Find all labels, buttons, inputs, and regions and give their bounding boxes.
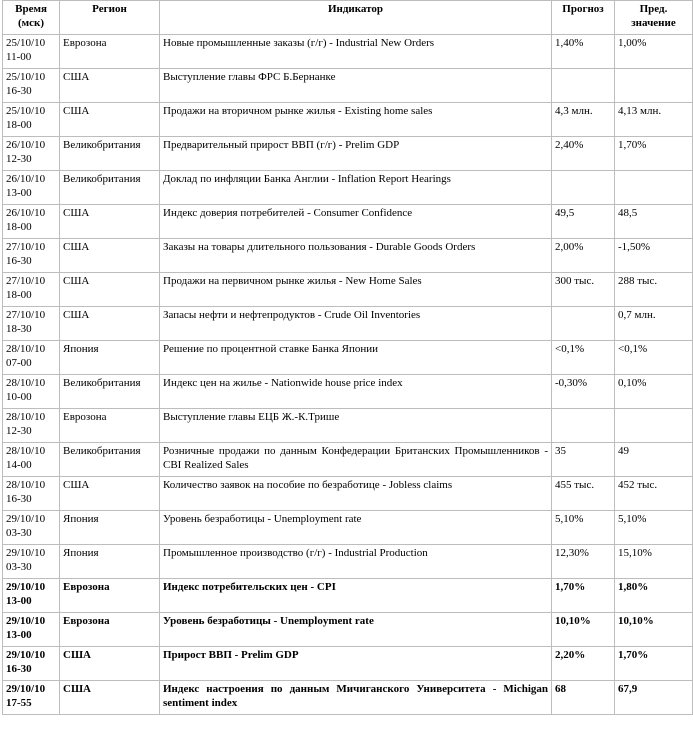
cell-indicator: Индекс цен на жилье - Nationwide house price index xyxy=(160,375,552,409)
cell-indicator: Уровень безработицы - Unemployment rate xyxy=(160,511,552,545)
table-row xyxy=(3,239,693,273)
event-time: 03-30 xyxy=(6,561,32,573)
cell-forecast xyxy=(552,171,615,205)
cell-region: Великобритания xyxy=(60,137,160,171)
cell-time xyxy=(3,477,60,511)
cell-time xyxy=(3,511,60,545)
table-row xyxy=(3,137,693,171)
cell-indicator: Выступление главы ЕЦБ Ж.-К.Трише xyxy=(160,409,552,443)
cell-forecast: 35 xyxy=(552,443,615,477)
event-time: 10-00 xyxy=(6,391,32,403)
event-time: 18-00 xyxy=(6,221,32,233)
cell-previous: 0,10% xyxy=(615,375,693,409)
event-time: 18-30 xyxy=(6,323,32,335)
cell-previous: -1,50% xyxy=(615,239,693,273)
event-date: 29/10/10 xyxy=(6,581,46,593)
event-time: 13-00 xyxy=(6,187,32,199)
cell-region: США xyxy=(60,681,160,715)
cell-forecast: 300 тыс. xyxy=(552,273,615,307)
cell-indicator: Запасы нефти и нефтепродуктов - Crude Oil Inventories xyxy=(160,307,552,341)
event-time: 16-30 xyxy=(6,663,32,675)
table-row xyxy=(3,443,693,477)
cell-time xyxy=(3,239,60,273)
cell-time xyxy=(3,307,60,341)
cell-region: США xyxy=(60,477,160,511)
cell-region: США xyxy=(60,647,160,681)
cell-indicator: Промышленное производство (г/г) - Industrial Production xyxy=(160,545,552,579)
cell-previous: 1,00% xyxy=(615,35,693,69)
cell-indicator: Индекс настроения по данным Мичиганского Университета - Michigan sentiment index xyxy=(160,681,552,715)
table-body xyxy=(3,35,693,715)
event-time: 07-00 xyxy=(6,357,32,369)
event-date: 25/10/10 xyxy=(6,105,46,117)
cell-forecast: 455 тыс. xyxy=(552,477,615,511)
event-time: 11-00 xyxy=(6,51,32,63)
event-time: 16-30 xyxy=(6,255,32,267)
cell-forecast: 68 xyxy=(552,681,615,715)
cell-previous: 67,9 xyxy=(615,681,693,715)
table-row xyxy=(3,341,693,375)
cell-indicator: Продажи на первичном рынке жилья - New Home Sales xyxy=(160,273,552,307)
cell-previous: 49 xyxy=(615,443,693,477)
cell-time xyxy=(3,103,60,137)
cell-time xyxy=(3,205,60,239)
cell-indicator: Количество заявок на пособие по безработице - Jobless claims xyxy=(160,477,552,511)
cell-time xyxy=(3,443,60,477)
cell-indicator: Решение по процентной ставке Банка Японии xyxy=(160,341,552,375)
event-time: 16-30 xyxy=(6,493,32,505)
table-row xyxy=(3,205,693,239)
event-date: 27/10/10 xyxy=(6,241,46,253)
event-time: 13-00 xyxy=(6,629,32,641)
cell-forecast: 5,10% xyxy=(552,511,615,545)
cell-region: Великобритания xyxy=(60,443,160,477)
event-time: 14-00 xyxy=(6,459,32,471)
cell-indicator: Розничные продажи по данным Конфедерации Британских Промышленников - CBI Realized Sales xyxy=(160,443,552,477)
cell-forecast: 49,5 xyxy=(552,205,615,239)
cell-forecast: -0,30% xyxy=(552,375,615,409)
event-date: 28/10/10 xyxy=(6,411,46,423)
table-row xyxy=(3,681,693,715)
cell-region: США xyxy=(60,307,160,341)
cell-time xyxy=(3,545,60,579)
cell-indicator: Предварительный прирост ВВП (г/г) - Prelim GDP xyxy=(160,137,552,171)
cell-time xyxy=(3,613,60,647)
cell-forecast: 2,40% xyxy=(552,137,615,171)
cell-indicator: Индекс доверия потребителей - Consumer Confidence xyxy=(160,205,552,239)
table-row xyxy=(3,409,693,443)
event-date: 29/10/10 xyxy=(6,513,46,525)
cell-previous xyxy=(615,171,693,205)
cell-indicator: Заказы на товары длительного пользования - Durable Goods Orders xyxy=(160,239,552,273)
event-date: 29/10/10 xyxy=(6,683,46,695)
cell-previous: 15,10% xyxy=(615,545,693,579)
cell-region: Еврозона xyxy=(60,409,160,443)
cell-region: Япония xyxy=(60,511,160,545)
event-date: 26/10/10 xyxy=(6,207,46,219)
cell-indicator: Уровень безработицы - Unemployment rate xyxy=(160,613,552,647)
table-row xyxy=(3,579,693,613)
event-time: 13-00 xyxy=(6,595,32,607)
cell-region: Великобритания xyxy=(60,171,160,205)
event-time: 18-00 xyxy=(6,119,32,131)
cell-previous: 1,70% xyxy=(615,137,693,171)
cell-forecast xyxy=(552,307,615,341)
table-row xyxy=(3,103,693,137)
cell-time xyxy=(3,69,60,103)
cell-indicator: Выступление главы ФРС Б.Бернанке xyxy=(160,69,552,103)
event-time: 12-30 xyxy=(6,153,32,165)
event-date: 28/10/10 xyxy=(6,377,46,389)
event-time: 12-30 xyxy=(6,425,32,437)
cell-previous: 4,13 млн. xyxy=(615,103,693,137)
header-region: Регион xyxy=(60,1,160,35)
table-row xyxy=(3,69,693,103)
header-previous: Пред. значение xyxy=(615,1,693,35)
cell-previous: 452 тыс. xyxy=(615,477,693,511)
cell-forecast: 2,20% xyxy=(552,647,615,681)
cell-forecast: 1,40% xyxy=(552,35,615,69)
cell-forecast: 2,00% xyxy=(552,239,615,273)
cell-forecast: 4,3 млн. xyxy=(552,103,615,137)
cell-previous: 5,10% xyxy=(615,511,693,545)
event-date: 28/10/10 xyxy=(6,479,46,491)
event-date: 26/10/10 xyxy=(6,139,46,151)
table-row xyxy=(3,647,693,681)
event-date: 27/10/10 xyxy=(6,275,46,287)
economic-calendar-table xyxy=(2,0,693,715)
event-time: 18-00 xyxy=(6,289,32,301)
cell-previous: <0,1% xyxy=(615,341,693,375)
table-row xyxy=(3,35,693,69)
event-date: 29/10/10 xyxy=(6,615,46,627)
cell-region: Еврозона xyxy=(60,613,160,647)
cell-previous: 288 тыс. xyxy=(615,273,693,307)
cell-time xyxy=(3,409,60,443)
table-row xyxy=(3,171,693,205)
cell-region: Великобритания xyxy=(60,375,160,409)
event-date: 28/10/10 xyxy=(6,445,46,457)
cell-forecast: 1,70% xyxy=(552,579,615,613)
event-time: 17-55 xyxy=(6,697,32,709)
event-date: 29/10/10 xyxy=(6,649,46,661)
cell-previous: 1,70% xyxy=(615,647,693,681)
event-time: 03-30 xyxy=(6,527,32,539)
cell-region: США xyxy=(60,273,160,307)
header-forecast: Прогноз xyxy=(552,1,615,35)
cell-region: Япония xyxy=(60,545,160,579)
cell-previous xyxy=(615,409,693,443)
event-date: 25/10/10 xyxy=(6,71,46,83)
cell-time xyxy=(3,579,60,613)
header-indicator: Индикатор xyxy=(160,1,552,35)
cell-time xyxy=(3,273,60,307)
cell-previous: 48,5 xyxy=(615,205,693,239)
event-date: 26/10/10 xyxy=(6,173,46,185)
cell-previous xyxy=(615,69,693,103)
cell-region: США xyxy=(60,69,160,103)
cell-region: Еврозона xyxy=(60,579,160,613)
cell-indicator: Новые промышленные заказы (г/г) - Industrial New Orders xyxy=(160,35,552,69)
cell-indicator: Доклад по инфляции Банка Англии - Inflation Report Hearings xyxy=(160,171,552,205)
cell-region: Еврозона xyxy=(60,35,160,69)
cell-time xyxy=(3,137,60,171)
cell-indicator: Индекс потребительских цен - CPI xyxy=(160,579,552,613)
cell-time xyxy=(3,375,60,409)
cell-indicator: Прирост ВВП - Prelim GDP xyxy=(160,647,552,681)
cell-forecast: 12,30% xyxy=(552,545,615,579)
table-row xyxy=(3,477,693,511)
event-time: 16-30 xyxy=(6,85,32,97)
cell-forecast xyxy=(552,69,615,103)
table-row xyxy=(3,375,693,409)
cell-time xyxy=(3,171,60,205)
cell-region: Япония xyxy=(60,341,160,375)
cell-time xyxy=(3,647,60,681)
cell-region: США xyxy=(60,205,160,239)
cell-previous: 0,7 млн. xyxy=(615,307,693,341)
cell-time xyxy=(3,681,60,715)
cell-time xyxy=(3,341,60,375)
event-date: 27/10/10 xyxy=(6,309,46,321)
cell-region: США xyxy=(60,103,160,137)
cell-time xyxy=(3,35,60,69)
cell-region: США xyxy=(60,239,160,273)
cell-forecast: 10,10% xyxy=(552,613,615,647)
cell-indicator: Продажи на вторичном рынке жилья - Existing home sales xyxy=(160,103,552,137)
event-date: 29/10/10 xyxy=(6,547,46,559)
cell-previous: 1,80% xyxy=(615,579,693,613)
header-row xyxy=(3,1,693,35)
cell-forecast xyxy=(552,409,615,443)
table-row xyxy=(3,511,693,545)
table-row xyxy=(3,613,693,647)
event-date: 25/10/10 xyxy=(6,37,46,49)
table-row xyxy=(3,307,693,341)
cell-previous: 10,10% xyxy=(615,613,693,647)
event-date: 28/10/10 xyxy=(6,343,46,355)
table-row xyxy=(3,545,693,579)
header-time: Время (мск) xyxy=(3,1,60,35)
table-row xyxy=(3,273,693,307)
cell-forecast: <0,1% xyxy=(552,341,615,375)
